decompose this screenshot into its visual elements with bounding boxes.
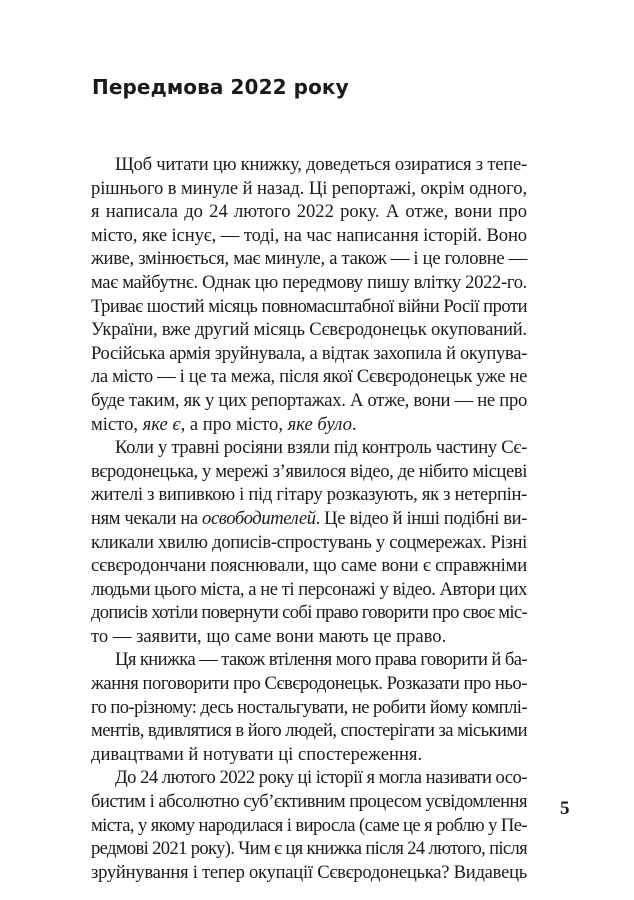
text-line: міста, у якому народилася і виросла (саме це я роблю у Пе- — [91, 814, 527, 836]
italic-phrase: яке було — [287, 413, 352, 435]
text-line: Триває шостий місяць повномасштабної війни Росії проти — [91, 295, 528, 317]
text-line: живе, змінюється, має минуле, а також — і це головне — — [91, 248, 527, 270]
text-line: Коли у травні росіяни взяли під контроль частину Сє- — [115, 437, 527, 459]
text-line: зруйнування і тепер окупації Сєвєродонецька? Видавець — [91, 861, 527, 883]
text-line: буде таким, як у цих репортажах. А отже, вони — не про — [91, 389, 527, 411]
text-line: жання поговорити про Сєвєродонецьк. Розказати про ньо- — [91, 673, 528, 695]
text-line: то — заявити, що саме вони мають це право. — [91, 625, 447, 647]
text-line: Щоб читати цю книжку, доведеться озиратися з тепе- — [115, 154, 528, 175]
body-text — [91, 153, 527, 884]
text-line: Російська армія зруйнувала, а відтак захопила й окупува- — [91, 342, 528, 364]
text-line: рішнього в минуле й назад. Ці репортажі, окрім одного, — [91, 177, 527, 199]
text-line: Ця книжка — також втілення мого права говорити й ба- — [115, 649, 527, 671]
text-line: людьми цього міста, а не ті персонажі у відео. Автори цих — [91, 578, 527, 600]
chapter-heading: Передмова 2022 року — [92, 75, 349, 99]
text-line: сєвєродончани пояснювали, що саме вони є справжніми — [91, 555, 528, 577]
text-line: бистим і абсолютно суб’єктивним процесом усвідомлення — [91, 791, 527, 813]
text-line: ням чекали на освободителей. Це відео й інші подібні ви- — [91, 507, 528, 529]
text-line: ла місто — і це та межа, після якої Сєвєродонецьк уже не — [91, 366, 527, 388]
text-line: кликали хвилю дописів-спростувань у соцмережах. Різні — [91, 531, 528, 553]
text-line: жителі з випивкою і під гітару розказують, як з нетерпін- — [91, 484, 527, 506]
text-line: дописів хотіли повернути собі право говорити про своє міс- — [91, 602, 528, 624]
italic-phrase: освободителей — [202, 507, 316, 529]
text-line: України, вже другий місяць Сєвєродонецьк окупований. — [91, 319, 527, 341]
text-line: місто, яке є, а про місто, яке було. — [91, 413, 357, 435]
text-line: ментів, вдивлятися в його людей, спостерігати за міськими — [91, 720, 527, 742]
text-line: вєродонецька, у мережі з’явилося відео, де нібито місцеві — [91, 460, 528, 482]
text-line: До 24 лютого 2022 року ці історії я могла називати осо- — [115, 767, 527, 789]
text-line: має майбутнє. Однак цю передмову пишу влітку 2022-го. — [91, 271, 527, 293]
italic-phrase: яке є — [142, 413, 181, 435]
text-line: го по-різному: десь ностальгувати, не робити йому комплі- — [91, 696, 528, 718]
text-line: редмові 2021 року). Чим є ця книжка після 24 лютого, після — [91, 838, 527, 860]
text-line: я написала до 24 лютого 2022 року. А отже, вони про — [91, 201, 527, 223]
page-number: 5 — [560, 798, 570, 819]
text-line: дивацтвами й нотувати ці спостереження. — [91, 743, 423, 765]
text-line: місто, яке існує, — тоді, на час написання історій. Воно — [91, 224, 527, 246]
